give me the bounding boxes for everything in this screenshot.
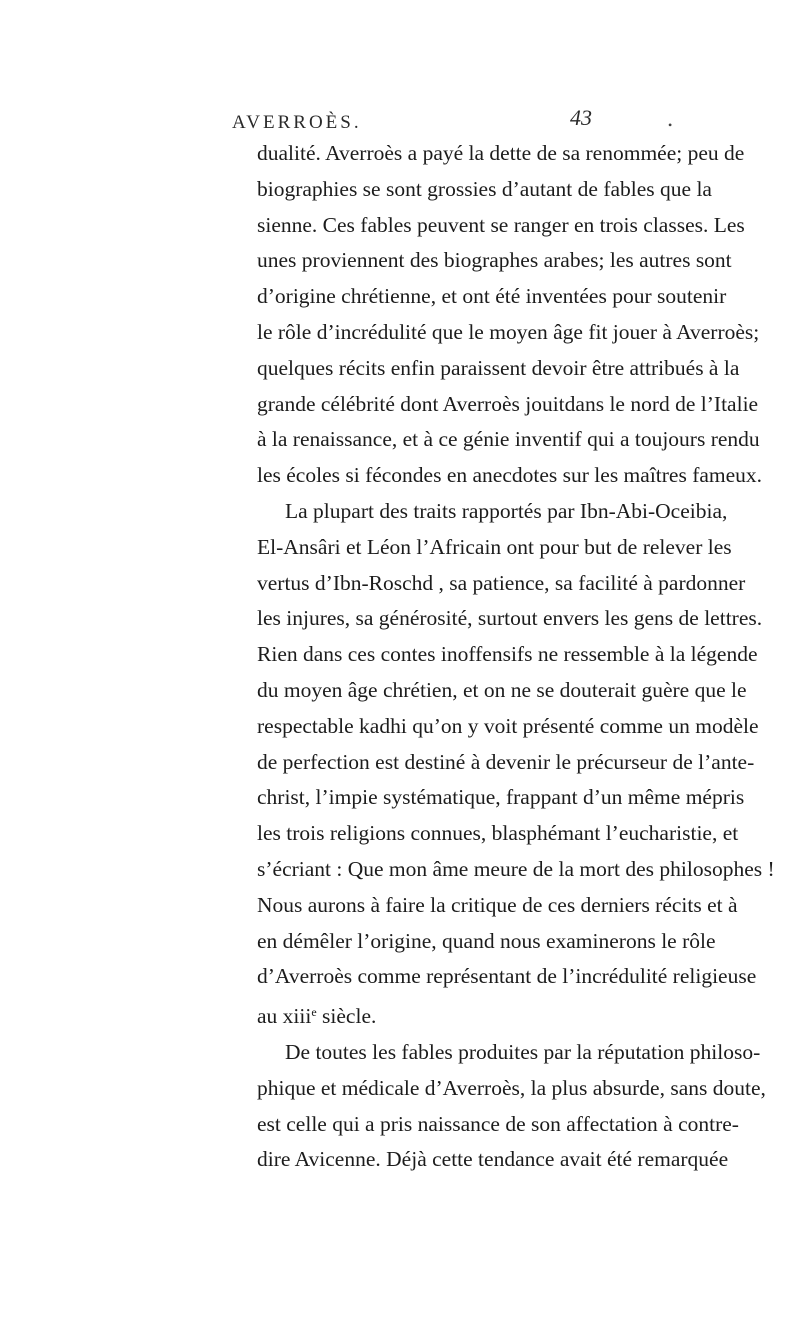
text-line: le rôle d’incrédulité que le moyen âge fit jouer à Averroès; [257,319,760,344]
century-tail: siècle. [316,1004,377,1029]
paragraph-start-line: La plupart des traits rapportés par Ibn-Abi-Oceibia, [285,498,728,523]
text-line: de perfection est destiné à devenir le précurseur de l’ante- [257,749,755,774]
century-text: au xiii [257,1004,312,1029]
text-line: quelques récits enfin paraissent devoir être attribués à la [257,355,740,380]
text-line: du moyen âge chrétien, et on ne se douterait guère que le [257,677,747,702]
text-line: dire Avicenne. Déjà cette tendance avait été remarquée [257,1147,729,1172]
text-line: grande célébrité dont Averroès jouitdans le nord de l’Italie [257,391,759,416]
text-line: en démêler l’origine, quand nous examinerons le rôle [257,928,716,953]
text-line: christ, l’impie systématique, frappant d’un même mépris [257,785,745,810]
text-line: biographies se sont grossies d’autant de fables que la [257,176,712,201]
text-line: à la renaissance, et à ce génie inventif qui a toujours rendu [257,427,760,452]
century-superscript: e [311,1005,317,1020]
text-line: unes proviennent des biographes arabes; les autres sont [257,248,732,273]
text-line: Nous aurons à faire la critique de ces derniers récits et à [257,892,738,917]
page-number: 43 [570,105,592,130]
text-line: sienne. Ces fables peuvent se ranger en trois classes. Les [257,212,745,237]
paragraph-start-line: De toutes les fables produites par la réputation philoso- [285,1039,761,1064]
body-text [257,136,775,1178]
text-line: d’Averroès comme représentant de l’incrédulité religieuse [257,964,757,989]
margin-mark: • [668,118,673,132]
text-line: d’origine chrétienne, et ont été inventées pour soutenir [257,284,727,309]
text-line: El-Ansâri et Léon l’Africain ont pour but de relever les [257,534,732,559]
running-head: AVERROÈS. [232,112,362,133]
text-line: Rien dans ces contes inoffensifs ne ressemble à la légende [257,642,758,667]
text-line: vertus d’Ibn-Roschd , sa patience, sa facilité à pardonner [257,570,746,595]
text-line: s’écriant : Que mon âme meure de la mort des philosophes ! [257,856,775,881]
text-line: respectable kadhi qu’on y voit présenté comme un modèle [257,713,759,738]
text-line: les injures, sa générosité, surtout envers les gens de lettres. [257,606,763,631]
text-line: est celle qui a pris naissance de son affectation à contre- [257,1111,739,1136]
text-line: dualité. Averroès a payé la dette de sa renommée; peu de [257,141,745,165]
text-line: les écoles si fécondes en anecdotes sur les maîtres fameux. [257,463,763,488]
text-line: les trois religions connues, blasphémant l’eucharistie, et [257,821,739,846]
text-line-century [257,995,692,1035]
text-line: phique et médicale d’Averroès, la plus absurde, sans doute, [257,1075,766,1100]
